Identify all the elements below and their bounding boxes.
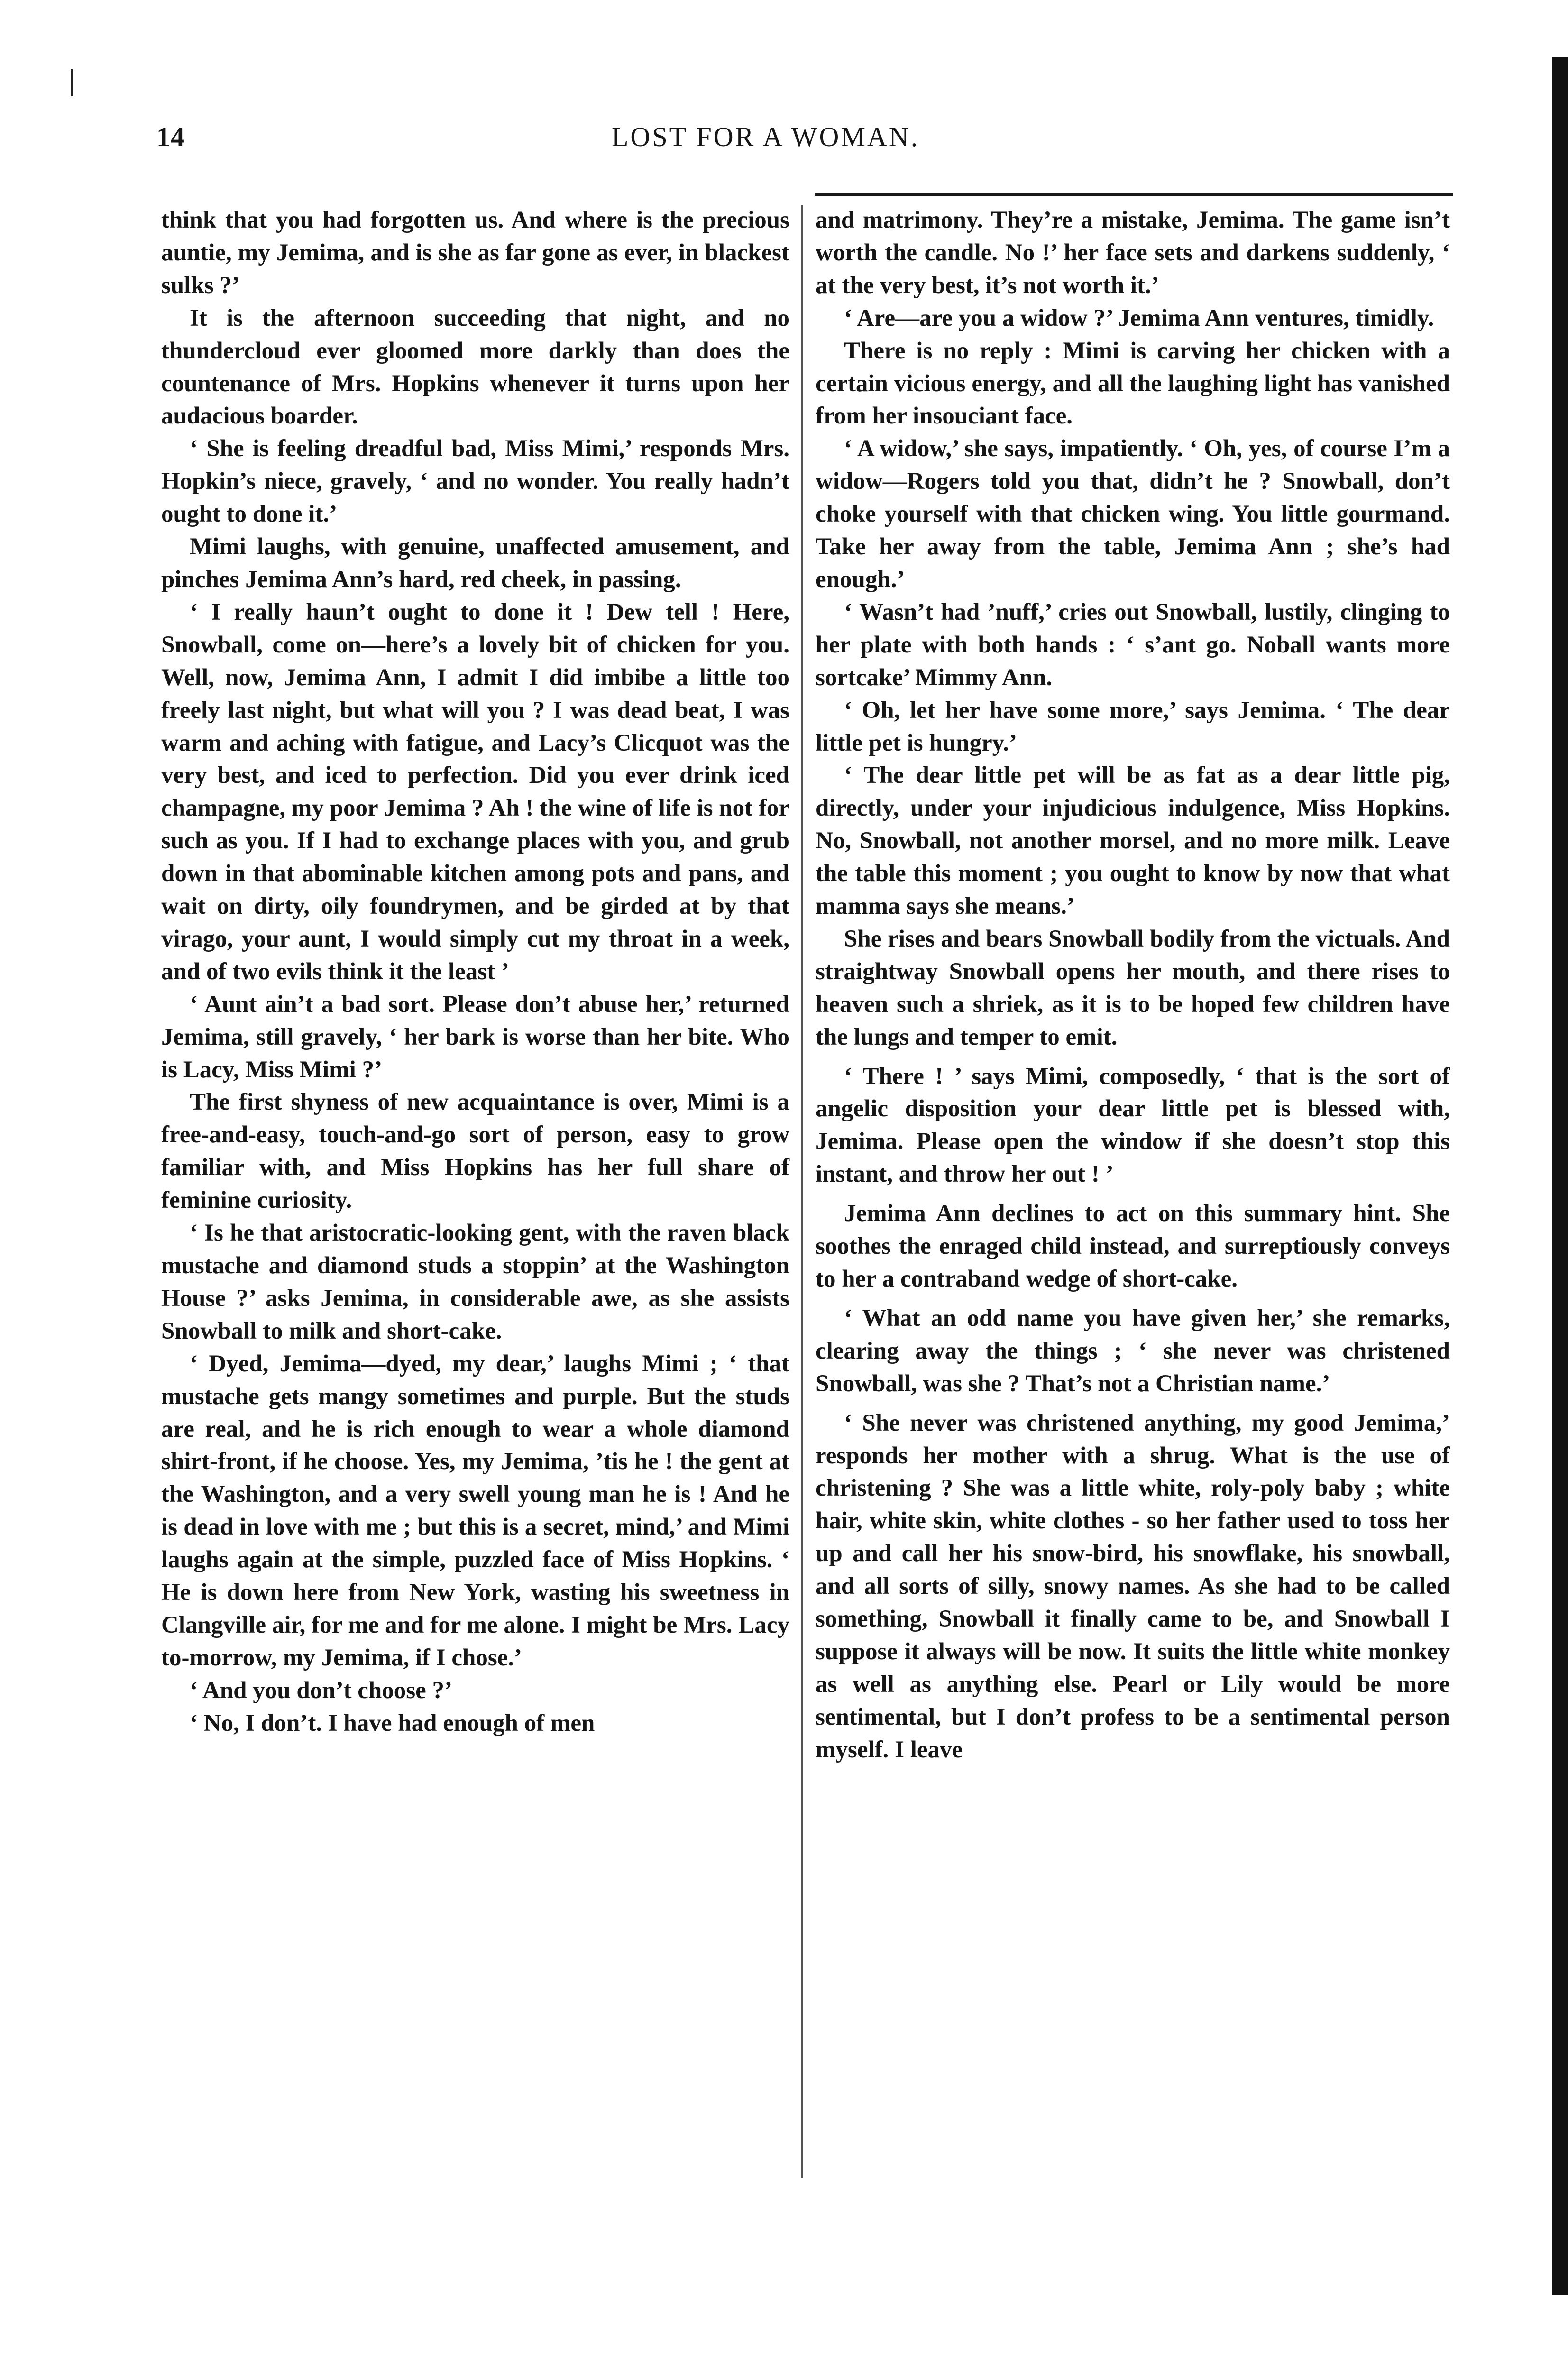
- left-column: [161, 204, 789, 1740]
- paragraph: ‘ A widow,’ she says, impatiently. ‘ Oh, yes, of course I’m a widow—Rogers told you that, didn’t he ? Snowball, don’t choke yourself with that chicken wing. You little gourmand. Take her away from the table, Jemima Ann ; she’s had enough.’: [816, 435, 1450, 593]
- paragraph: ‘ And you don’t choose ?’: [190, 1677, 453, 1704]
- paragraph: ‘ No, I don’t. I have had enough of men: [190, 1709, 595, 1737]
- paragraph: ‘ Are—are you a widow ?’ Jemima Ann ventures, timidly.: [844, 304, 1434, 331]
- paragraph: ‘ She never was christened anything, my good Jemima,’ responds her mother with a shrug. What is the use of christening ? She was a little white, roly-poly baby ; white hair, white skin, white clothes - so her father used to toss her up and call her his snow-bird, his snowflake, his snowball, and all sorts of silly, snowy names. As she had to be called something, Snowball it finally came to be, and Snowball I suppose it always will be now. It suits the little white monkey as well as anything else. Pearl or Lily would be more sentimental, but I don’t profess to be a sentimental person myself. I leave: [816, 1409, 1450, 1763]
- paragraph: think that you had forgotten us. And where is the precious auntie, my Jemima, and is she as far gone as ever, in blackest sulks ?’: [161, 207, 789, 299]
- right-column: [816, 204, 1450, 1766]
- paragraph: ‘ Is he that aristocratic-looking gent, with the raven black mustache and diamond studs a stoppin’ at the Washington House ?’ asks Jemima, in considerable awe, as she assists Snowball to milk and short-cake.: [161, 1220, 789, 1344]
- paragraph: Jemima Ann declines to act on this summary hint. She soothes the enraged child instead, and surreptiously conveys to her a contraband wedge of short-cake.: [816, 1200, 1450, 1292]
- paragraph: and matrimony. They’re a mistake, Jemima. The game isn’t worth the candle. No !’ her face sets and darkens suddenly, ‘ at the very best, it’s not worth it.’: [816, 207, 1450, 299]
- running-title: LOST FOR A WOMAN.: [612, 121, 920, 152]
- margin-mark: [71, 69, 73, 96]
- paragraph: ‘ I really haun’t ought to done it ! Dew tell ! Here, Snowball, come on—here’s a lovely bit of chicken for you. Well, now, Jemima Ann, I admit I did imbibe a little too freely last night, but what will you ? I was dead beat, I was warm and aching with fatigue, and Lacy’s Clicquot was the very best, and iced to perfection. Did you ever drink iced champagne, my poor Jemima ? Ah ! the wine of life is not for such as you. If I had to exchange places with you, and grub down in that abominable kitchen among pots and pans, and wait on dirty, oily foundrymen, and be girded at by that virago, your aunt, I would simply cut my throat in a week, and of two evils think it the least ’: [161, 598, 789, 985]
- paragraph: It is the afternoon succeeding that night, and no thundercloud ever gloomed more darkly than does the countenance of Mrs. Hopkins whenever it turns upon her audacious boarder.: [161, 304, 789, 430]
- page-header: [156, 121, 1456, 159]
- paragraph: She rises and bears Snowball bodily from the victuals. And straightway Snowball opens her mouth, and there rises to heaven such a shriek, as it is to be hoped few children have the lungs and temper to emit.: [816, 925, 1450, 1050]
- paragraph: ‘ Dyed, Jemima—dyed, my dear,’ laughs Mimi ; ‘ that mustache gets mangy sometimes and purple. But the studs are real, and he is rich enough to wear a whole diamond shirt-front, if he choose. Yes, my Jemima, ’tis he ! the gent at the Washington, and a very swell young man he is ! And he is dead in love with me ; but this is a secret, mind,’ and Mimi laughs again at the simple, puzzled face of Miss Hopkins. ‘ He is down here from New York, wasting his sweetness in Clangville air, for me and for me alone. I might be Mrs. Lacy to-morrow, my Jemima, if I chose.’: [161, 1350, 789, 1671]
- header-rule: [815, 193, 1453, 196]
- page-edge-shadow: [1552, 57, 1568, 2295]
- paragraph: ‘ What an odd name you have given her,’ she remarks, clearing away the things ; ‘ she never was christened Snowball, was she ? That’s not a Christian name.’: [816, 1305, 1450, 1397]
- paragraph: Mimi laughs, with genuine, unaffected amusement, and pinches Jemima Ann’s hard, red cheek, in passing.: [161, 533, 789, 593]
- paragraph: ‘ Oh, let her have some more,’ says Jemima. ‘ The dear little pet is hungry.’: [816, 697, 1450, 756]
- paragraph: ‘ There ! ’ says Mimi, composedly, ‘ that is the sort of angelic disposition your dear little pet is blessed with, Jemima. Please open the window if she doesn’t stop this instant, and throw her out ! ’: [816, 1063, 1450, 1188]
- paragraph: ‘ Wasn’t had ’nuff,’ cries out Snowball, lustily, clinging to her plate with both hands : ‘ s’ant go. Noball wants more sortcake’ Mimmy Ann.: [816, 598, 1450, 691]
- column-divider: [801, 205, 803, 2178]
- page-number: 14: [156, 121, 185, 152]
- paragraph: The first shyness of new acquaintance is over, Mimi is a free-and-easy, touch-and-go sort of person, easy to grow familiar with, and Miss Hopkins has her full share of feminine curiosity.: [161, 1089, 789, 1214]
- paragraph: There is no reply : Mimi is carving her chicken with a certain vicious energy, and all the laughing light has vanished from her insouciant face.: [816, 337, 1450, 430]
- paragraph: ‘ The dear little pet will be as fat as a dear little pig, directly, under your injudicious indulgence, Miss Hopkins. No, Snowball, not another morsel, and no more milk. Leave the table this moment ; you ought to know by now that what mamma says she means.’: [816, 762, 1450, 920]
- paragraph: ‘ Aunt ain’t a bad sort. Please don’t abuse her,’ returned Jemima, still gravely, ‘ her bark is worse than her bite. Who is Lacy, Miss Mimi ?’: [161, 991, 789, 1083]
- paragraph: ‘ She is feeling dreadful bad, Miss Mimi,’ responds Mrs. Hopkin’s niece, gravely, ‘ and no wonder. You really hadn’t ought to done it.’: [161, 435, 789, 528]
